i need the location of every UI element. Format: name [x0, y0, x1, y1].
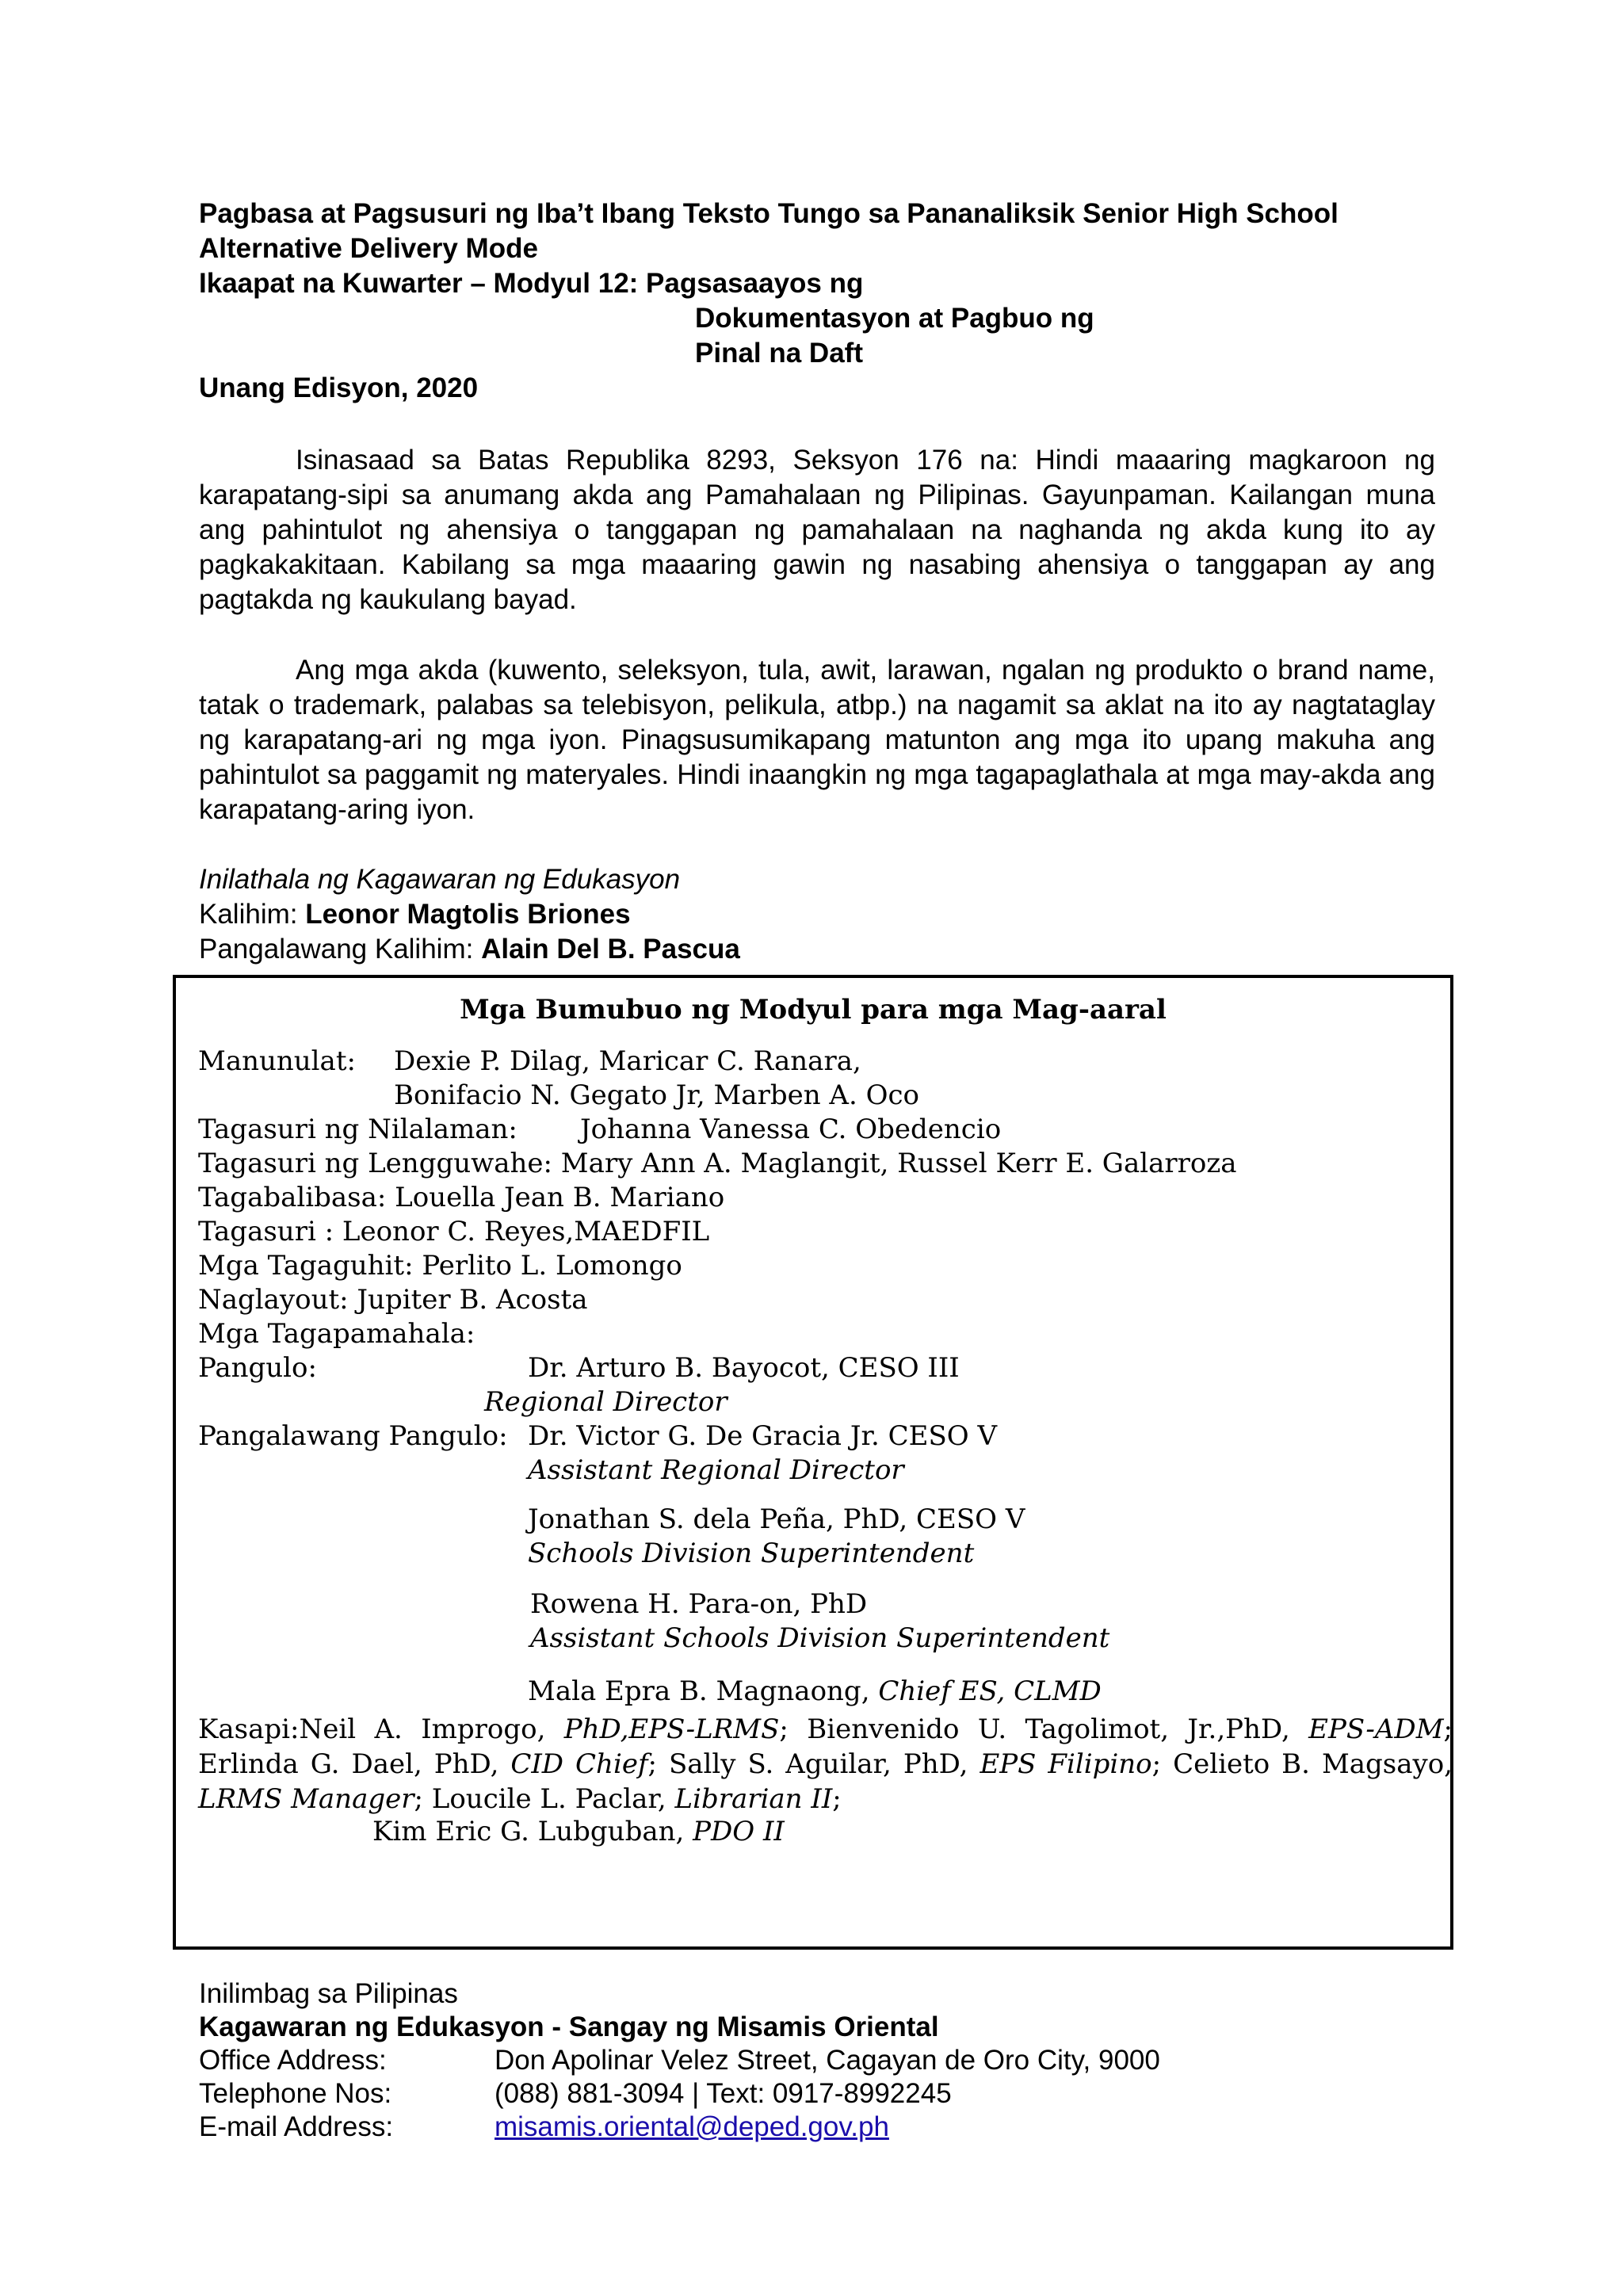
last-member-line: Kim Eric G. Lubguban, PDO II: [372, 1816, 785, 1847]
office-address-label: Office Address:: [199, 2045, 387, 2076]
delivery-mode: Alternative Delivery Mode: [199, 233, 538, 264]
footer-block: [199, 1977, 1467, 2183]
edition: Unang Edisyon, 2020: [199, 372, 479, 403]
quarter-module-line: Ikaapat na Kuwarter – Modyul 12: Pagsasaayos ng: [199, 268, 864, 299]
tagasuri-line: Tagasuri : Leonor C. Reyes,MAEDFIL: [198, 1216, 710, 1247]
tagabalibasa-line: Tagabalibasa: Louella Jean B. Mariano: [198, 1182, 725, 1213]
kasapi-paragraph: Kasapi:Neil A. Improgo, PhD,EPS-LRMS; Bienvenido U. Tagolimot, Jr.,PhD, EPS-ADM; Erlinda G. Dael, PhD, CID Chief; Sally S. Aguilar, PhD, EPS Filipino; Celieto B. Magsayo, LRMS Manager; Loucile L. Paclar, Librarian II;: [198, 1713, 1453, 1815]
module-title: Pagbasa at Pagsusuri ng Iba’t Ibang Teksto Tungo sa Pananaliksik Senior High School: [199, 198, 1338, 229]
asds-title: Assistant Schools Division Superintendent: [530, 1622, 1110, 1654]
office-address-value: Don Apolinar Velez Street, Cagayan de Oro City, 9000: [495, 2045, 1160, 2076]
tagapamahala-label: Mga Tagapamahala:: [198, 1318, 475, 1350]
telephone-label: Telephone Nos:: [199, 2078, 392, 2109]
copyright-paragraph: Isinasaad sa Batas Republika 8293, Seksyon 176 na: Hindi maaaring magkaroon ng karapatang-sipi sa anumang akda ang Pamahalaan ng Pilipinas. Gayunpaman. Kailangan muna ang pahintulot ng ahensiya o tanggapan ng pamahalaan na naghanda ng akda kung ito ay pagkakakitaan. Kabilang sa mga maaaring gawin ng nasabing ahensiya o tanggapan ay ang pagtakda ng kaukulang bayad.: [199, 445, 1435, 615]
sds-name: Jonathan S. dela Peña, PhD, CESO V: [528, 1503, 1025, 1535]
pangulo-label: Pangulo:: [198, 1352, 317, 1384]
lengguwahe-line: Tagasuri ng Lengguwahe: Mary Ann A. Maglangit, Russel Kerr E. Galarroza: [198, 1148, 1237, 1179]
manunulat-names-2: Bonifacio N. Gegato Jr, Marben A. Oco: [394, 1079, 919, 1111]
naglayout-line: Naglayout: Jupiter B. Acosta: [198, 1284, 588, 1316]
document-header: [199, 197, 1467, 406]
publisher-block: [199, 862, 740, 967]
printed-in: Inilimbag sa Pilipinas: [199, 1978, 458, 2009]
credits-box: [173, 975, 1453, 1950]
division-name: Kagawaran ng Edukasyon - Sangay ng Misamis Oriental: [199, 2011, 939, 2042]
sds-title: Schools Division Superintendent: [528, 1538, 975, 1569]
pangalawang-label: Pangalawang Pangulo:: [198, 1420, 508, 1452]
email-label: E-mail Address:: [199, 2111, 394, 2142]
pangalawang-name: Dr. Victor G. De Gracia Jr. CESO V: [528, 1420, 998, 1452]
pangulo-name: Dr. Arturo B. Bayocot, CESO III: [528, 1352, 960, 1384]
email-link[interactable]: misamis.oriental@deped.gov.ph: [495, 2111, 889, 2142]
manunulat-label: Manunulat:: [198, 1045, 356, 1077]
undersecretary-line: Pangalawang Kalihim: Alain Del B. Pascua: [199, 934, 740, 965]
pangulo-title: Regional Director: [484, 1386, 727, 1418]
pangalawang-title: Assistant Regional Director: [528, 1454, 904, 1486]
credits-title: Mga Bumubuo ng Modyul para mga Mag-aaral: [460, 994, 1167, 1026]
asds-name: Rowena H. Para-on, PhD: [530, 1588, 868, 1620]
nilalaman-name: Johanna Vanessa C. Obedencio: [580, 1114, 1002, 1145]
telephone-value: (088) 881-3094 | Text: 0917-8992245: [495, 2078, 952, 2109]
trademark-paragraph: Ang mga akda (kuwento, seleksyon, tula, awit, larawan, ngalan ng produkto o brand name, tatak o trademark, palabas sa telebisyon, pelikula, atbp.) na nagamit sa aklat na ito ay nagtataglay ng karapatang-ari ng mga iyon. Pinagsusumikapang matunton ang mga ito upang makuha ang pahintulot sa paggamit ng materyales. Hindi inaangkin ng mga tagapaglathala at mga may-akda ang karapatang-aring iyon.: [199, 655, 1435, 825]
publisher-line: Inilathala ng Kagawaran ng Edukasyon: [199, 864, 681, 895]
module-subtitle-line-1: Dokumentasyon at Pagbuo ng: [695, 303, 1094, 334]
nilalaman-label: Tagasuri ng Nilalaman:: [198, 1114, 517, 1145]
manunulat-names-1: Dexie P. Dilag, Maricar C. Ranara,: [394, 1045, 861, 1077]
module-subtitle-line-2: Pinal na Daft: [695, 338, 863, 369]
clmd-line: Mala Epra B. Magnaong, Chief ES, CLMD: [528, 1675, 1102, 1707]
secretary-line: Kalihim: Leonor Magtolis Briones: [199, 899, 631, 930]
tagaguhit-line: Mga Tagaguhit: Perlito L. Lomongo: [198, 1250, 682, 1282]
